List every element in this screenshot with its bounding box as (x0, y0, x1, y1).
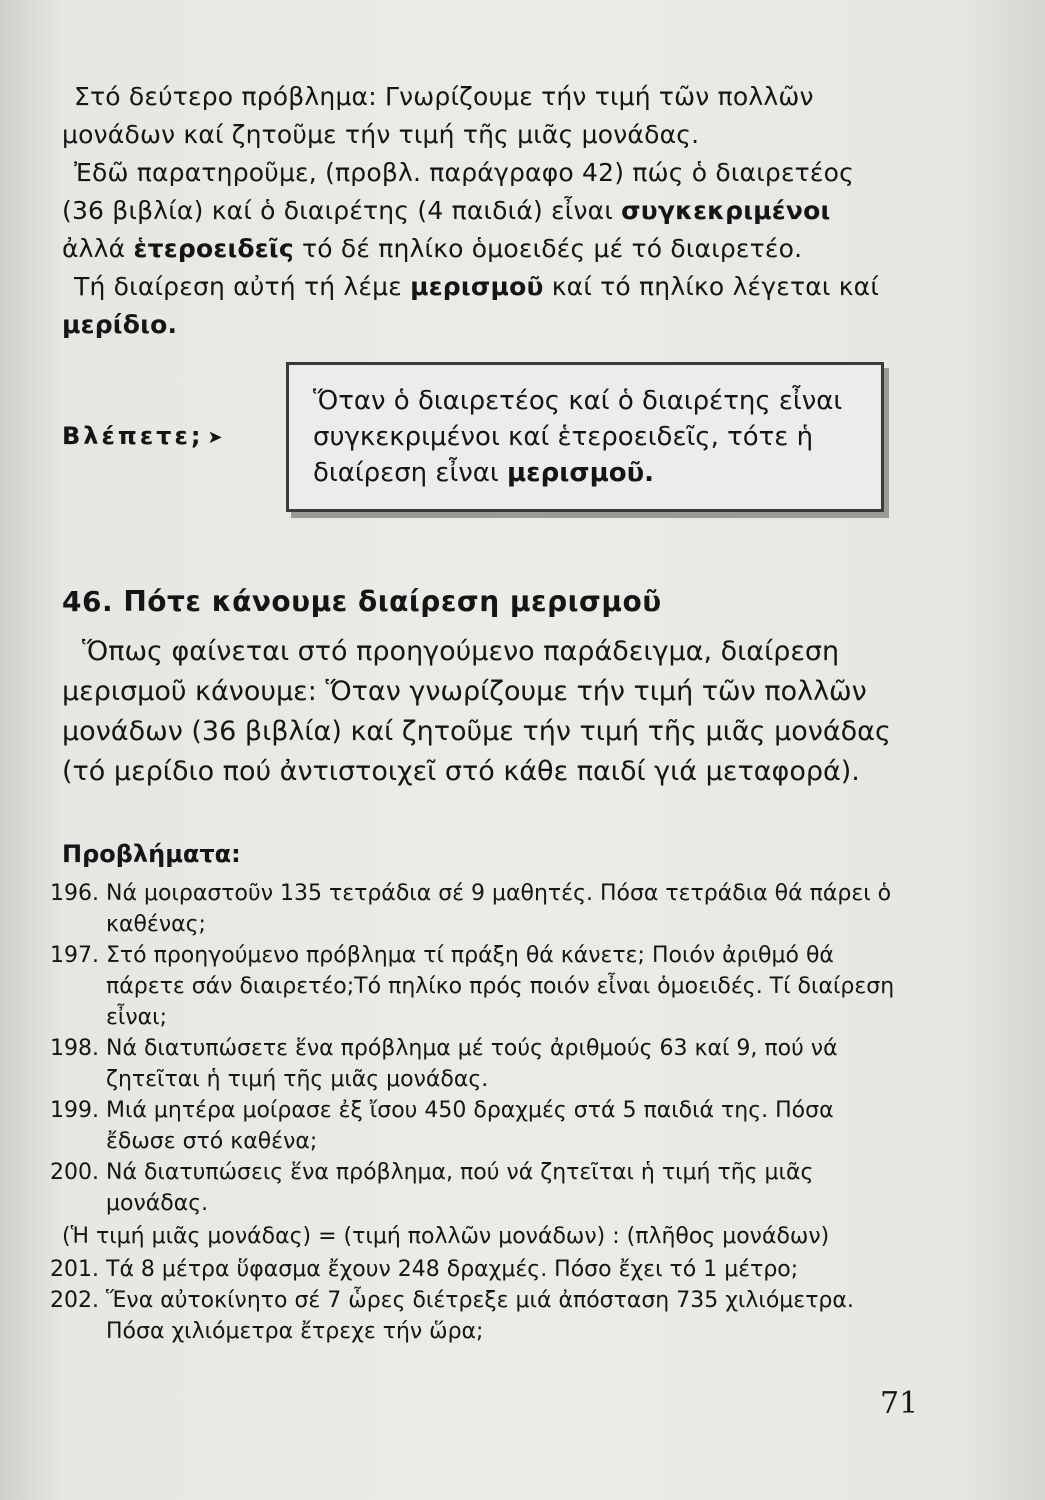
problem-text: Μιά μητέρα μοίρασε ἐξ ἴσου 450 δραχμές στά 5 παιδιά της. Πόσα ἔδωσε στό καθένα; (106, 1098, 834, 1154)
problem-number: 199. (50, 1098, 99, 1123)
intro-p2-bold-1: συγκεκριμένοι (621, 196, 831, 225)
section-title: 46. Πότε κάνουμε διαίρεση μερισμοῦ (62, 585, 662, 618)
intro-paragraph-1 (62, 78, 892, 154)
problem-item (50, 878, 910, 940)
problem-text: Νά μοιραστοῦν 135 τετράδια σέ 9 μαθητές. Πόσα τετράδια θά πάρει ὁ καθένας; (106, 881, 892, 937)
problem-text: Ἕνα αὐτοκίνητο σέ 7 ὧρες διέτρεξε μιά ἀπόσταση 735 χιλιόμετρα. Πόσα χιλιόμετρα ἔτρεχε τήν ὥρα; (106, 1288, 854, 1344)
intro-p2-text-a: Ἐδῶ παρατηροῦμε, (προβλ. παράγραφο 42) πώς ὁ διαιρετέος (36 βιβλία) καί ὁ διαιρέτης (4 παιδιά) εἶναι (62, 158, 855, 225)
problem-number: 196. (50, 881, 99, 906)
rule-box (286, 362, 884, 512)
intro-paragraph-2 (62, 154, 892, 268)
intro-p2-bold-2: ἑτεροειδεῖς (133, 234, 294, 263)
problem-item (50, 1254, 910, 1285)
intro-p2-text-c: ἀλλά (62, 234, 134, 263)
problem-item (50, 1157, 910, 1219)
section-body-text: Ὅπως φαίνεται στό προηγούμενο παράδειγμα, διαίρεση μερισμοῦ κάνουμε: Ὅταν γνωρίζουμε τήν τιμή τῶν πολλῶν μονάδων (36 βιβλία) καί ζητοῦμε τήν τιμή τῆς μιᾶς μονάδας (τό μερίδιο πού ἀντιστοιχεῖ στό κάθε παιδί γιά μεταφορά). (62, 636, 891, 787)
intro-p3-bold-2: μερίδιο. (62, 310, 178, 339)
right-arrow-icon: ➤ (207, 426, 226, 448)
problem-number: 198. (50, 1036, 99, 1061)
intro-p3-text-c: καί τό πηλίκο λέγεται καί (543, 272, 879, 301)
intro-p3-bold-1: μερισμοῦ (410, 272, 544, 301)
intro-paragraph-3 (62, 268, 892, 344)
section-body (62, 632, 892, 792)
intro-p2-text-d: τό δέ πηλίκο ὁμοειδές μέ τό διαιρετέο. (293, 234, 803, 263)
problem-item (50, 1033, 910, 1095)
rule-text-bold: μερισμοῦ. (507, 458, 655, 488)
problems-list (50, 878, 910, 1347)
see-label-text: Βλέπετε; (62, 422, 204, 450)
problem-number: 197. (50, 943, 99, 968)
page-number: 71 (880, 1386, 919, 1421)
problem-item (50, 940, 910, 1033)
problem-number: 201. (50, 1257, 99, 1282)
intro-p3-text-a: Τή διαίρεση αὐτή τή λέμε (74, 272, 411, 301)
problem-text: Νά διατυπώσετε ἕνα πρόβλημα μέ τούς ἀριθμούς 63 καί 9, πού νά ζητεῖται ἡ τιμή τῆς μιᾶς μονάδας. (106, 1036, 838, 1092)
see-label (62, 422, 226, 450)
intro-p1-text: Στό δεύτερο πρόβλημα: Γνωρίζουμε τήν τιμή τῶν πολλῶν μονάδων καί ζητοῦμε τήν τιμή τῆς μιᾶς μονάδας. (62, 82, 814, 149)
problem-text: Νά διατυπώσεις ἕνα πρόβλημα, πού νά ζητεῖται ἡ τιμή τῆς μιᾶς μονάδας. (106, 1160, 814, 1216)
problem-item (50, 1285, 910, 1347)
rule-text-a: Ὅταν ὁ διαιρετέος καί ὁ διαιρέτης εἶναι συγκεκριμένοι καί ἑτεροειδεῖς, τότε ἡ διαίρεση εἶναι (313, 386, 843, 488)
rule-text (313, 383, 873, 491)
problem-number: 200. (50, 1160, 99, 1185)
problem-number: 202. (50, 1288, 99, 1313)
problem-text: Τά 8 μέτρα ὕφασμα ἔχουν 248 δραχμές. Πόσο ἔχει τό 1 μέτρο; (106, 1257, 799, 1282)
problems-title: Προβλήματα: (62, 840, 241, 868)
problem-item (50, 1095, 910, 1157)
problem-text: Στό προηγούμενο πρόβλημα τί πράξη θά κάνετε; Ποιόν ἀριθμό θά πάρετε σάν διαιρετέο;Τό πηλίκο πρός ποιόν εἶναι ὁμοειδές. Τί διαίρεση εἶναι; (106, 943, 895, 1030)
formula-line: (Ἡ τιμή μιᾶς μονάδας) = (τιμή πολλῶν μονάδων) : (πλῆθος μονάδων) (62, 1224, 830, 1249)
